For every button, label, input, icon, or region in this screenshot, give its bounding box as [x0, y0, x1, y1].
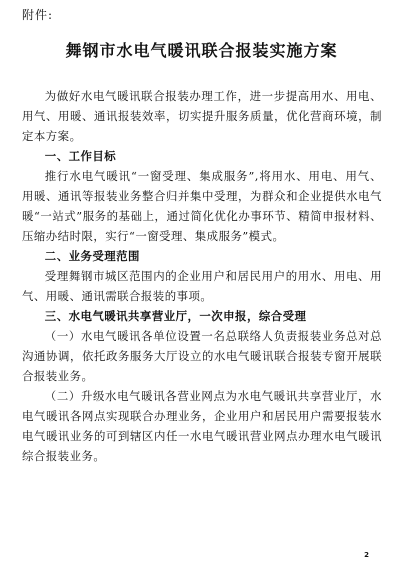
page-number: 2 [364, 551, 369, 559]
document-body [22, 86, 382, 466]
section-shared-hall-paragraph-2: （二）升级水电气暖讯各营业网点为水电气暖讯共享营业厅，水电气暖讯各网点实现联合办理业务，企业用户和居民用户需要报装水电气暖讯业务的可到辖区内任一水电气暖讯营业网点办理水电气暖讯综合报装业务。 [22, 389, 382, 463]
section-goals-paragraph: 推行水电气暖讯“一窗受理、集成服务”,将用水、用电、用气、用暖、通讯等报装业务整合归并集中受理，为群众和企业提供水电气暖“一站式”服务的基础上，通过简化优化办事环节、精简申报材料、压缩办结时限，实行“一窗受理、集成服务”模式。 [22, 169, 382, 243]
section-shared-hall-paragraph-1: （一）水电气暖讯各单位设置一名总联络人负责报装业务总对总沟通协调，依托政务服务大厅设立的水电气暖讯联合报装专窗开展联合报装业务。 [22, 329, 382, 383]
section-heading-goals: 一、工作目标 [44, 149, 117, 163]
document-title: 舞钢市水电气暖讯联合报装实施方案 [65, 41, 338, 60]
section-heading-shared-hall: 三、水电气暖讯共享营业厅，一次申报，综合受理 [44, 309, 307, 323]
intro-paragraph: 为做好水电气暖讯联合报装办理工作，进一步提高用水、用电、用气、用暖、通讯报装效率，切实提升服务质量，优化营商环境，制定本方案。 [22, 89, 382, 143]
section-scope-paragraph: 受理舞钢市城区范围内的企业用户和居民用户的用水、用电、用气、用暖、通讯需联合报装的事项。 [22, 269, 382, 303]
attachment-label: 附件: [22, 8, 54, 22]
section-heading-scope: 二、业务受理范围 [44, 249, 140, 263]
